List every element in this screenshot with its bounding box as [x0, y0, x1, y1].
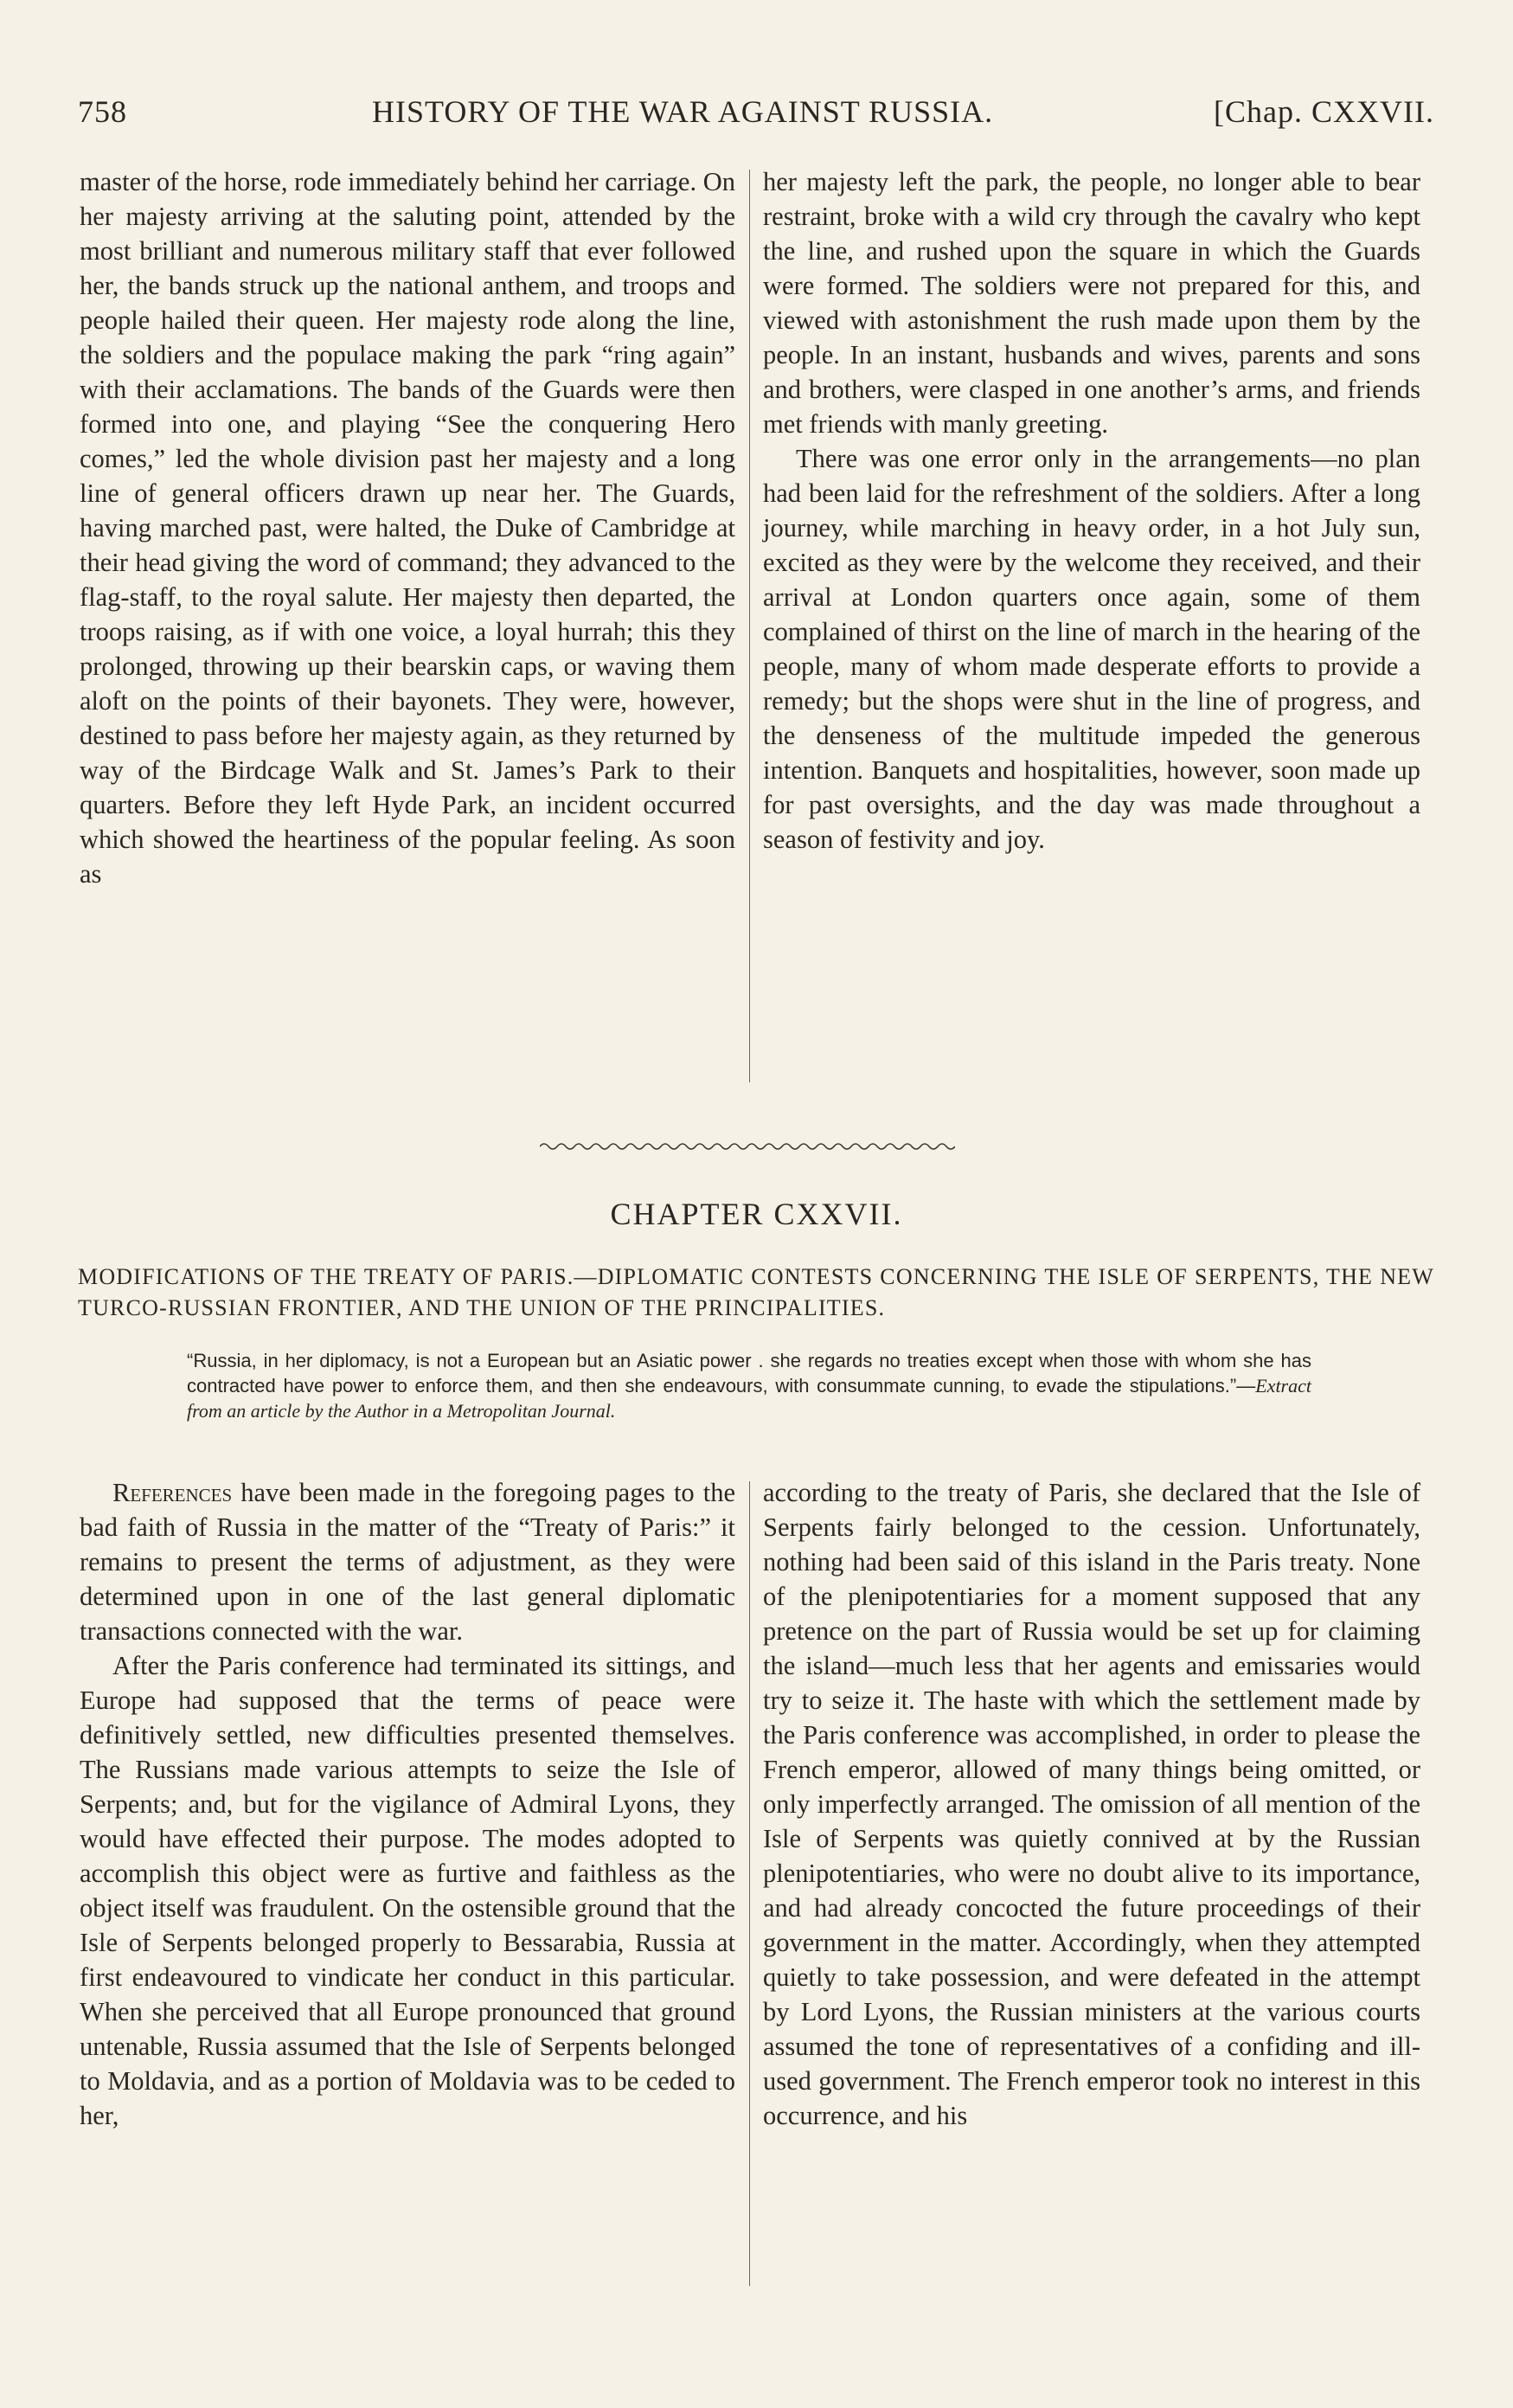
running-chapter: [Chap. CXXVII.	[1214, 94, 1434, 129]
paragraph: There was one error only in the arrangements—no plan had been laid for the refreshment of the soldiers. After a long journey, while marching in heavy order, in a hot July sun, excited as they were by the welcome they received, and their arrival at London quarters once again, some of them complained of thirst on the line of march in the hearing of the people, many of whom made desperate efforts to provide a remedy; but the shops were shut in the line of progress, and the denseness of the multitude impeded the generous intention. Banquets and hospitalities, however, soon made up for past oversights, and the day was made throughout a season of festivity and joy.	[763, 444, 1420, 854]
ornamental-rule	[540, 1140, 955, 1153]
epigraph	[187, 1348, 1311, 1423]
column-bottom-right	[763, 1475, 1420, 2133]
column-top-left	[80, 164, 735, 891]
paragraph	[80, 1475, 735, 1648]
epigraph-quote: “Russia, in her diplomacy, is not a European but an Asiatic power . she regards no treaties except when those with whom she has contracted have power to enforce them, and then she endeavours, with consummate cunning, to evade the stipulations.”—	[187, 1350, 1311, 1397]
chapter-title: CHAPTER CXXVII.	[610, 1197, 903, 1231]
running-head	[78, 85, 1434, 137]
chapter-synopsis: MODIFICATIONS OF THE TREATY OF PARIS.—DIPLOMATIC CONTESTS CONCERNING THE ISLE OF SERPENTS, THE NEW TURCO-RUSSIAN FRONTIER, AND THE UNION OF THE PRINCIPALITIES.	[78, 1264, 1434, 1320]
column-rule	[749, 170, 750, 1082]
page-number: 758	[78, 94, 127, 129]
column-top-right	[763, 164, 1420, 857]
running-title: HISTORY OF THE WAR AGAINST RUSSIA.	[372, 94, 994, 129]
paragraph: After the Paris conference had terminated its sittings, and Europe had supposed that the terms of peace were definitively settled, new difficulties presented themselves. The Russians made various attempts to seize the Isle of Serpents; and, but for the vigilance of Admiral Lyons, they would have effected their purpose. The modes adopted to accomplish this object were as furtive and faithless as the object itself was fraudulent. On the ostensible ground that the Isle of Serpents belonged properly to Bessarabia, Russia at first endeavoured to vindicate her conduct in this particular. When she perceived that all Europe pronounced that ground untenable, Russia assumed that the Isle of Serpents belonged to Moldavia, and as a portion of Moldavia was to be ceded to her,	[80, 1651, 735, 2130]
paragraph-text: have been made in the foregoing pages to the bad faith of Russia in the matter of the “Treaty of Paris:” it remains to present the terms of adjustment, as they were determined upon in one of the last general diplomatic transactions connected with the war.	[80, 1478, 735, 1646]
paragraph: according to the treaty of Paris, she declared that the Isle of Serpents fairly belonged to the cession. Unfortunately, nothing had been said of this island in the Paris treaty. None of the plenipotentiaries for a moment supposed that any pretence on the part of Russia would be set up for claiming the island—much less that her agents and emissaries would try to seize it. The haste with which the settlement made by the Paris conference was accomplished, in order to please the French emperor, allowed of many things being omitted, or only imperfectly arranged. The omission of all mention of the Isle of Serpents was quietly connived at by the Russian plenipotentiaries, who were no doubt alive to its importance, and had already concocted the future proceedings of their government in the matter. Accordingly, when they attempted quietly to take possession, and were defeated in the attempt by Lord Lyons, the Russian ministers at the various courts assumed the tone of representatives of a confiding and ill-used government. The French emperor took no interest in this occurrence, and his	[763, 1478, 1420, 2130]
paragraph: master of the horse, rode immediately behind her carriage. On her majesty arriving at the saluting point, attended by the most brilliant and numerous military staff that ever followed her, the bands struck up the national anthem, and troops and people hailed their queen. Her majesty rode along the line, the soldiers and the populace making the park “ring again” with their acclamations. The bands of the Guards were then formed into one, and playing “See the conquering Hero comes,” led the whole division past her majesty and a long line of general officers drawn up near her. The Guards, having marched past, were halted, the Duke of Cambridge at their head giving the word of command; they advanced to the flag-staff, to the royal salute. Her majesty then departed, the troops raising, as if with one voice, a loyal hurrah; this they prolonged, throwing up their bearskin caps, or waving them aloft on the points of their bayonets. They were, however, destined to pass before her majesty again, as they returned by way of the Birdcage Walk and St. James’s Park to their quarters. Before they left Hyde Park, an incident occurred which showed the heartiness of the popular feeling. As soon as	[80, 167, 735, 889]
drop-word: References	[112, 1478, 233, 1507]
paragraph: her majesty left the park, the people, no longer able to bear restraint, broke with a wild cry through the cavalry who kept the line, and rushed upon the square in which the Guards were formed. The soldiers were not prepared for this, and viewed with astonishment the rush made upon them by the people. In an instant, husbands and wives, parents and sons and brothers, were clasped in one another’s arms, and friends met friends with manly greeting.	[763, 167, 1420, 439]
epigraph-attribution: Extract from an article by the Author in a Metropolitan Journal.	[187, 1375, 1311, 1422]
column-bottom-left	[80, 1475, 735, 2133]
column-rule	[749, 1481, 750, 2286]
